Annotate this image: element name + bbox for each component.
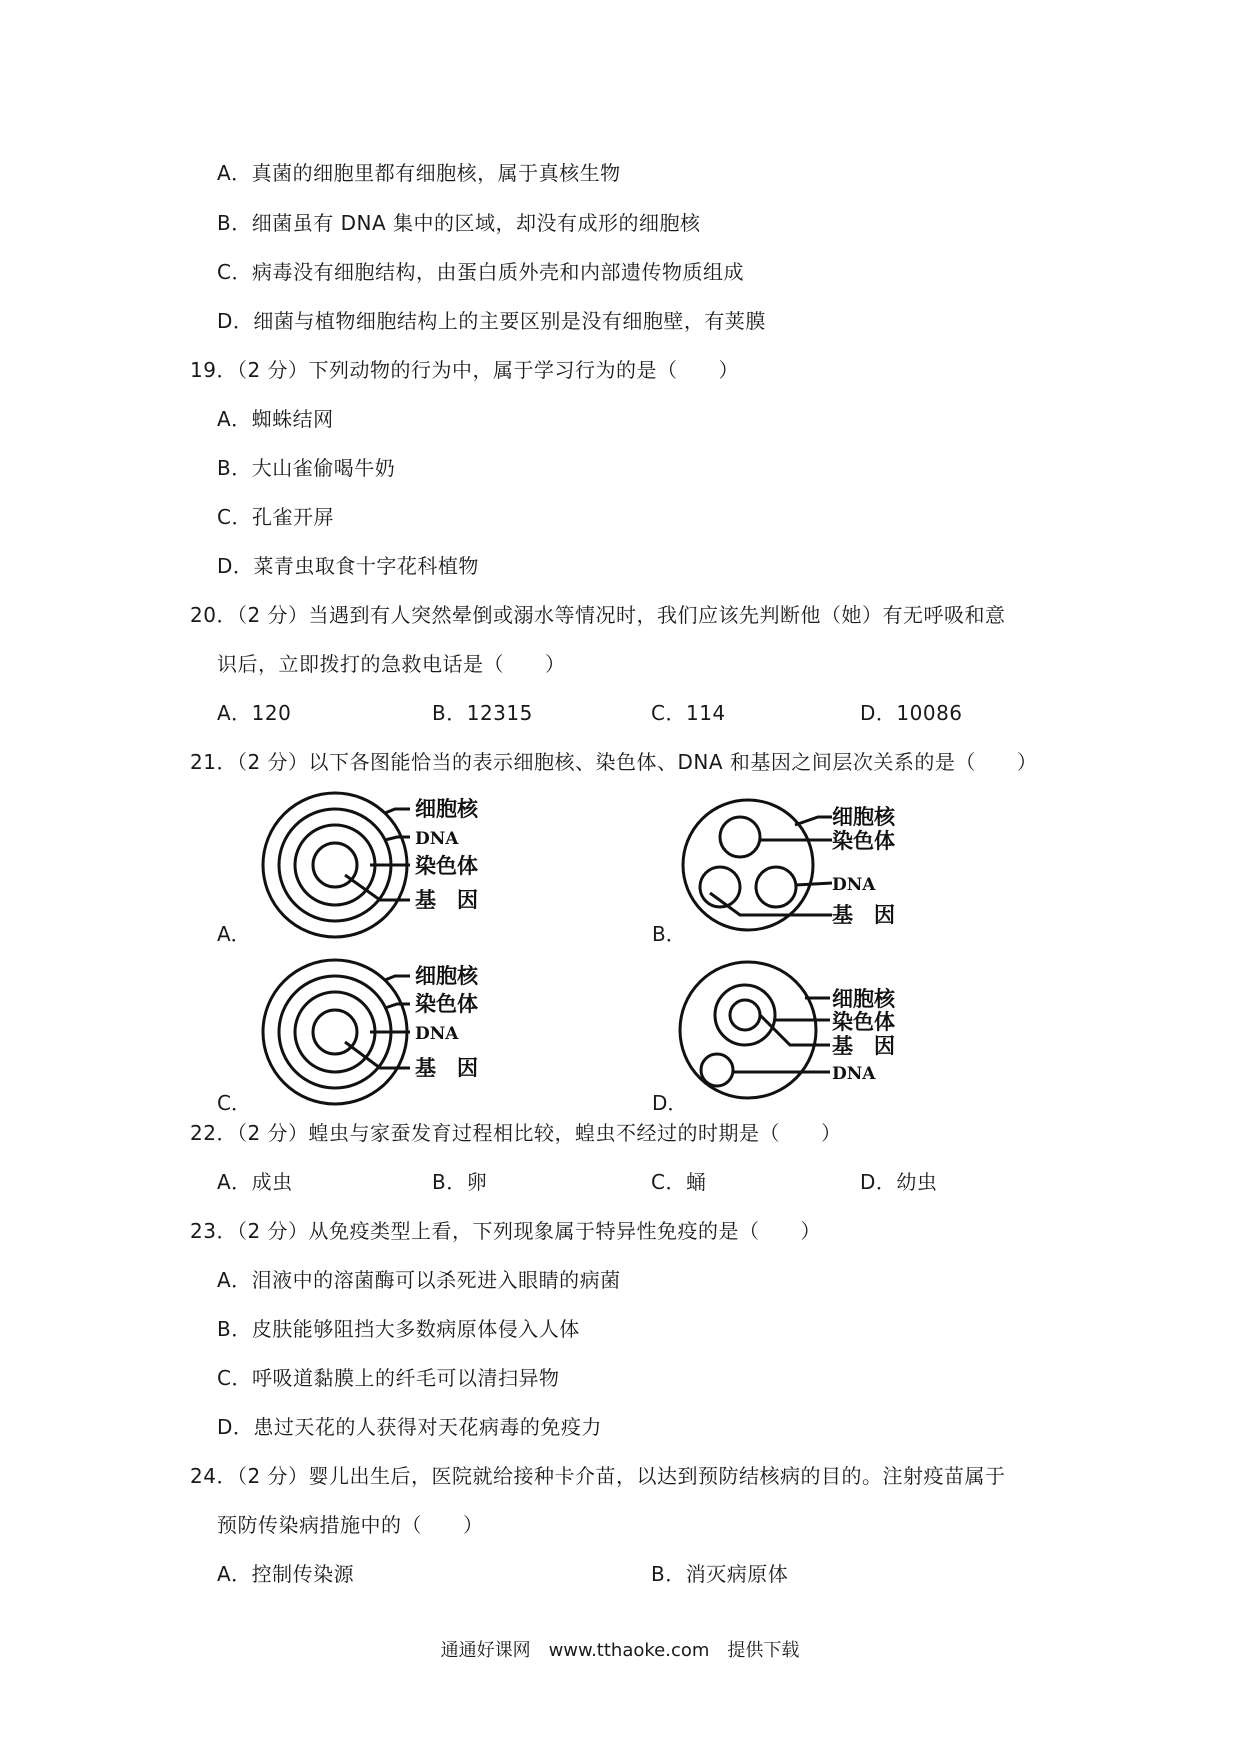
figure-d-letter: D． xyxy=(652,1091,688,1115)
q20-option-a: A．120 xyxy=(217,701,292,725)
figure-a-letter: A． xyxy=(217,922,251,946)
q23-option-a: A．泪液中的溶菌酶可以杀死进入眼睛的病菌 xyxy=(217,1268,621,1292)
q22-stem: 22．（2 分）蝗虫与家蚕发育过程相比较，蝗虫不经过的时期是（ ） xyxy=(190,1121,842,1145)
q24-stem-line1: 24．（2 分）婴儿出生后，医院就给接种卡介苗，以达到预防结核病的目的。注射疫苗属于 xyxy=(190,1464,1006,1488)
q18-option-b: B．细菌虽有 DNA 集中的区域，却没有成形的细胞核 xyxy=(217,211,701,235)
figure-a-label-2: DNA xyxy=(415,829,459,849)
figure-c-label-3: DNA xyxy=(415,1024,459,1044)
q23-option-b: B．皮肤能够阻挡大多数病原体侵入人体 xyxy=(217,1317,580,1341)
figure-c-label-4: 基 因 xyxy=(415,1055,478,1080)
q23-option-c: C．呼吸道黏膜上的纤毛可以清扫异物 xyxy=(217,1366,560,1390)
figure-a xyxy=(205,785,495,945)
figure-b xyxy=(640,785,940,945)
figure-d-label-2: 染色体 xyxy=(832,1009,895,1034)
q24-option-a: A．控制传染源 xyxy=(217,1562,355,1586)
q22-option-d: D．幼虫 xyxy=(860,1170,938,1194)
q20-stem-line2: 识后，立即拨打的急救电话是（ ） xyxy=(217,652,566,676)
q21-stem: 21．（2 分）以下各图能恰当的表示细胞核、染色体、DNA 和基因之间层次关系的是（ ） xyxy=(190,750,1038,774)
q19-option-b: B．大山雀偷喝牛奶 xyxy=(217,456,396,480)
q18-option-c: C．病毒没有细胞结构，由蛋白质外壳和内部遗传物质组成 xyxy=(217,260,744,284)
q20-stem-line1: 20．（2 分）当遇到有人突然晕倒或溺水等情况时，我们应该先判断他（她）有无呼吸和意 xyxy=(190,603,1006,627)
figure-c xyxy=(205,950,495,1115)
figure-c-label-1: 细胞核 xyxy=(415,963,478,988)
figure-b-letter: B． xyxy=(652,922,686,946)
q22-option-a: A．成虫 xyxy=(217,1170,293,1194)
q20-option-c: C．114 xyxy=(651,701,726,725)
q19-option-d: D．菜青虫取食十字花科植物 xyxy=(217,554,479,578)
figure-d-label-4: DNA xyxy=(832,1064,876,1084)
q19-option-a: A．蜘蛛结网 xyxy=(217,407,334,431)
figure-b-label-3: DNA xyxy=(832,875,876,895)
figure-b-label-4: 基 因 xyxy=(832,902,895,927)
q22-option-b: B．卵 xyxy=(432,1170,488,1194)
figure-b-label-1: 细胞核 xyxy=(832,804,895,829)
figure-a-label-1: 细胞核 xyxy=(415,796,478,821)
q22-option-c: C．蛹 xyxy=(651,1170,707,1194)
figure-b-label-2: 染色体 xyxy=(832,828,895,853)
figure-c-label-2: 染色体 xyxy=(415,991,478,1016)
q24-stem-line2: 预防传染病措施中的（ ） xyxy=(217,1513,484,1537)
q24-option-b: B．消灭病原体 xyxy=(651,1562,789,1586)
q20-option-b: B．12315 xyxy=(432,701,533,725)
q20-option-d: D．10086 xyxy=(860,701,963,725)
q19-stem: 19．（2 分）下列动物的行为中，属于学习行为的是（ ） xyxy=(190,358,740,382)
q23-stem: 23．（2 分）从免疫类型上看，下列现象属于特异性免疫的是（ ） xyxy=(190,1219,822,1243)
figure-d-label-1: 细胞核 xyxy=(832,986,895,1011)
q18-option-a: A．真菌的细胞里都有细胞核，属于真核生物 xyxy=(217,161,621,185)
figure-d xyxy=(640,950,940,1115)
figure-d-label-3: 基 因 xyxy=(832,1033,895,1058)
q19-option-c: C．孔雀开屏 xyxy=(217,505,334,529)
figure-c-letter: C． xyxy=(217,1091,251,1115)
q23-option-d: D．患过天花的人获得对天花病毒的免疫力 xyxy=(217,1415,602,1439)
q18-option-d: D．细菌与植物细胞结构上的主要区别是没有细胞壁，有荚膜 xyxy=(217,309,766,333)
figure-a-label-3: 染色体 xyxy=(415,853,478,878)
page-footer: 通通好课网 www.tthaoke.com 提供下载 xyxy=(440,1640,800,1661)
figure-a-label-4: 基 因 xyxy=(415,887,478,912)
